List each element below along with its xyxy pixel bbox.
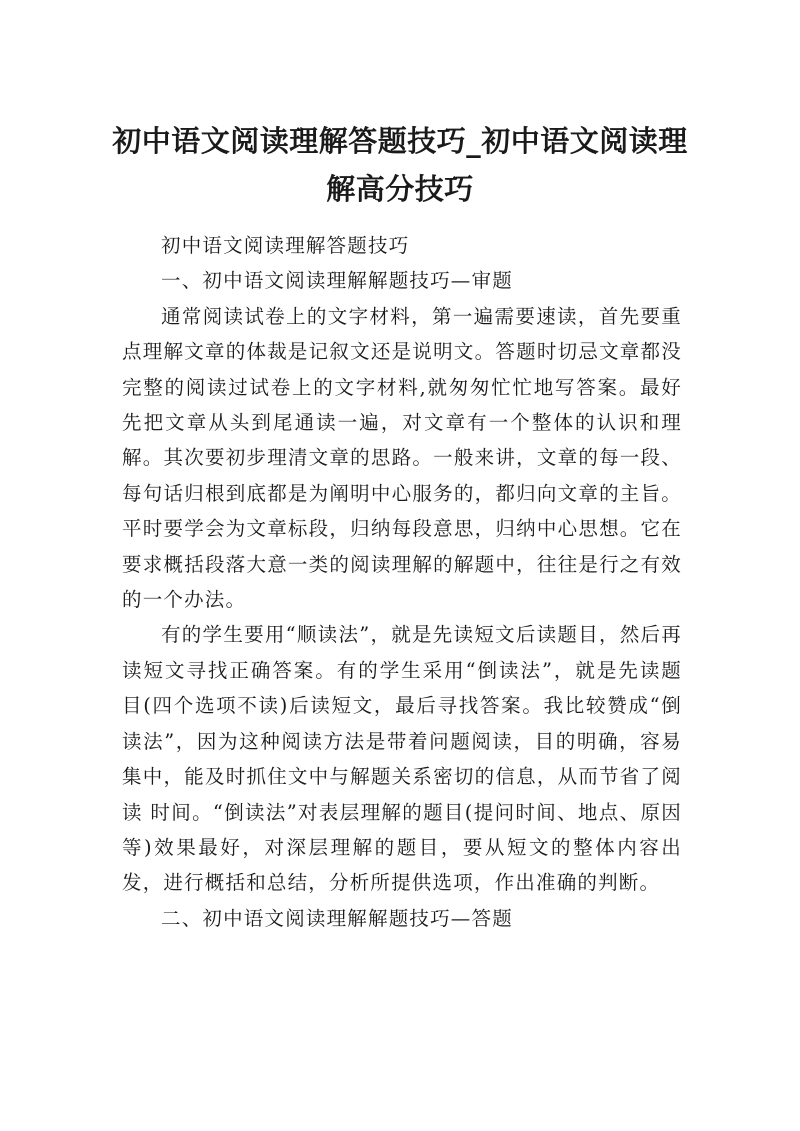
section-heading-2: 二、初中语文阅读理解解题技巧—答题 xyxy=(161,906,513,930)
document-body xyxy=(122,228,682,936)
paragraph-1: 通常阅读试卷上的文字材料，第一遍需要速读，首先要重点理解文章的体裁是记叙文还是说明文。答题时切忌文章都没完整的阅读过试卷上的文字材料,就匆匆忙忙地写答案。最好先把文章从头到尾通读一遍，对文章有一个整体的认识和理解。其次要初步理清文章的思路。一般来讲，文章的每一段、每句话归根到底都是为阐明中心服务的，都归向文章的主旨。平时要学会为文章标段，归纳每段意思，归纳中心思想。它在要求概括段落大意一类的阅读理解的解题中，往往是行之有效的一个办法。 xyxy=(122,304,682,612)
section-heading-1: 一、初中语文阅读理解解题技巧—审题 xyxy=(161,269,513,293)
paragraph-2: 有的学生要用“顺读法”，就是先读短文后读题目，然后再读短文寻找正确答案。有的学生采用“倒读法”，就是先读题目(四个选项不读)后读短文，最后寻找答案。我比较赞成“倒读法”，因为这种阅读方法是带着问题阅读，目的明确，容易集中，能及时抓住文中与解题关系密切的信息，从而节省了阅读 时间。“倒读法”对表层理解的题目(提问时间、地点、原因等)效果最好，对深层理解的题目，要从短文的整体内容出发，进行概括和总结，分析所提供选项，作出准确的判断。 xyxy=(122,623,682,895)
document-title: 初中语文阅读理解答题技巧_初中语文阅读理解高分技巧 xyxy=(112,124,688,207)
subheading: 初中语文阅读理解答题技巧 xyxy=(161,234,410,257)
